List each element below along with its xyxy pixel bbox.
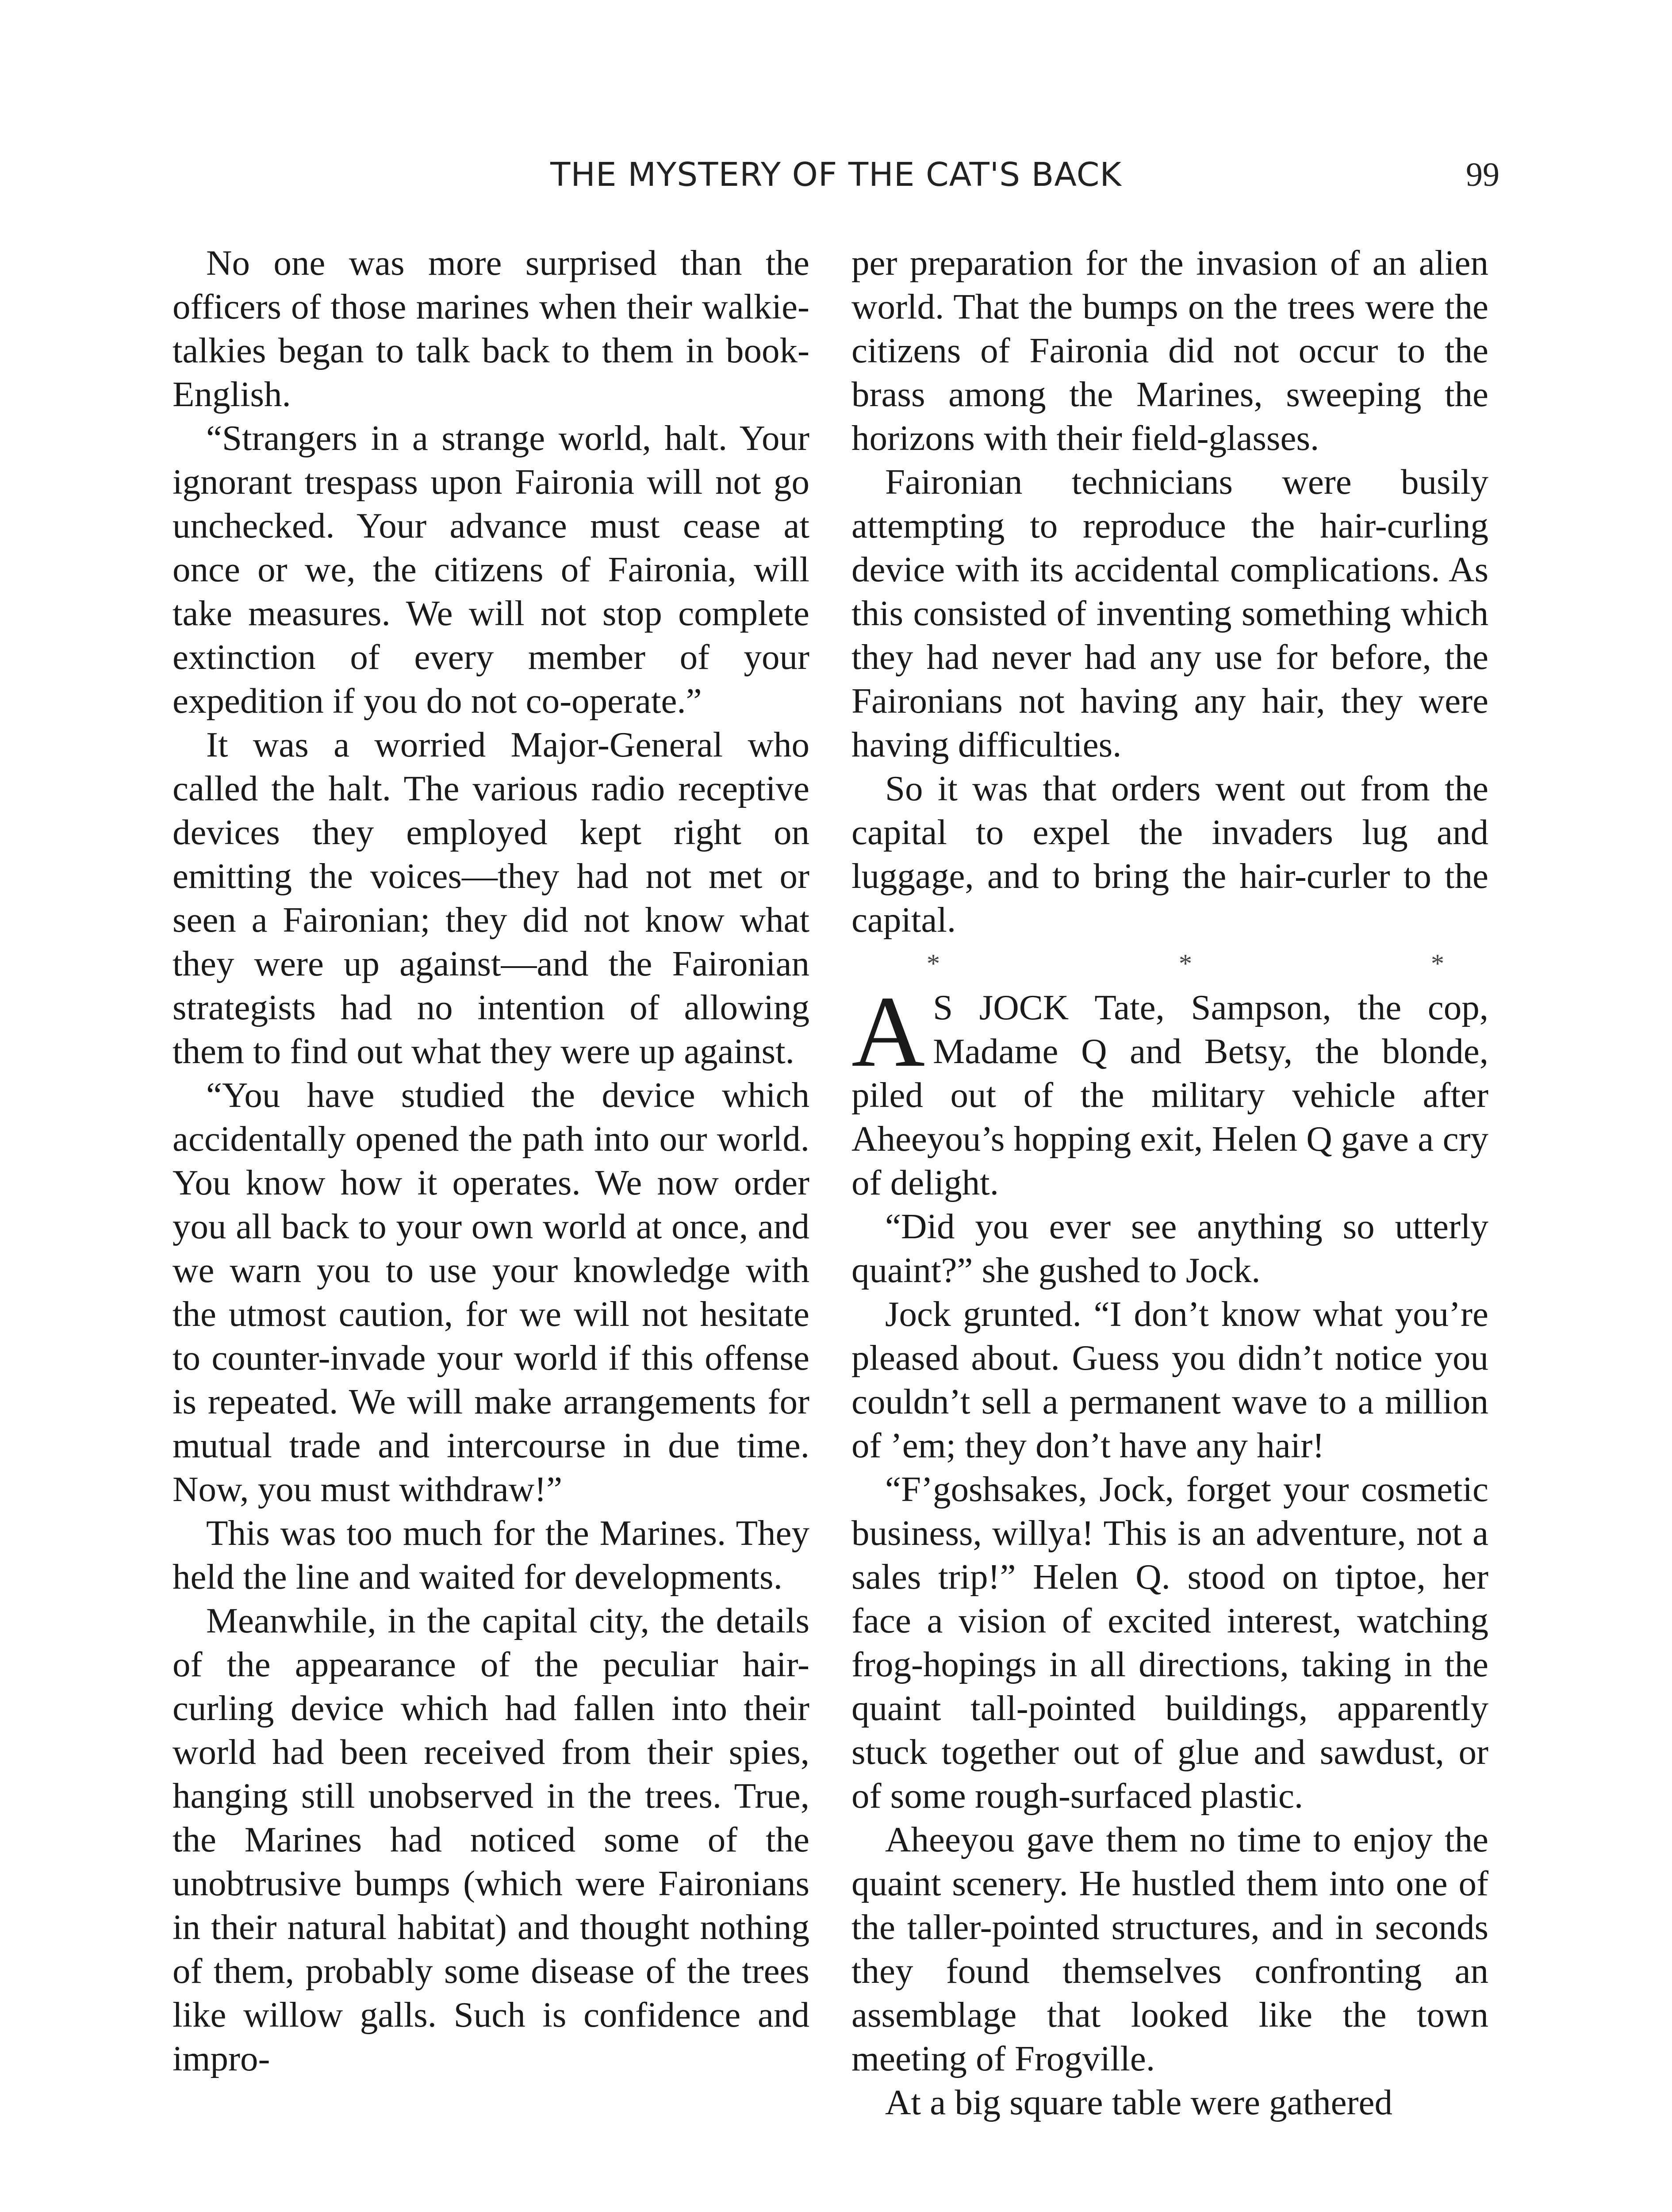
right-column: [851, 241, 1488, 2124]
paragraph-continued: per preparation for the invasion of an alien world. That the bumps on the trees were the citizens of Faironia did not occur to the brass among the Marines, sweeping the horizons with their field-glasses.: [851, 243, 1488, 458]
paragraph: “F’goshsakes, Jock, forget your cosmetic business, willya! This is an adventure, not a sales trip!” Helen Q. stood on tiptoe, her face a vision of excited interest, watching frog-hopings in all directions, taking in the quaint tall-pointed buildings, apparently stuck together out of glue and sawdust, or of some rough-surfaced plastic.: [851, 1469, 1488, 1816]
left-column: [173, 241, 809, 2081]
paragraph: No one was more surprised than the officers of those marines when their walkie-talkies began to talk back to them in book-English.: [173, 243, 809, 414]
drop-cap-paragraph: [851, 975, 1488, 1205]
asterism-mark: *: [1179, 949, 1192, 978]
section-break: [851, 942, 1488, 986]
paragraph: Jock grunted. “I don’t know what you’re pleased about. Guess you didn’t notice you couldn’t sell a permanent wave to a million of ’em; they don’t have any hair!: [851, 1294, 1488, 1465]
paragraph: At a big square table were gathered: [885, 2082, 1392, 2122]
asterism-mark: *: [927, 949, 940, 978]
running-title: THE MYSTERY OF THE CAT'S BACK: [550, 156, 1122, 194]
paragraph: Faironian technicians were busily attempting to reproduce the hair-curling device with its accidental complications. As this consisted of inventing something which they had never had any use for before, the Faironians not having any hair, they were having difficulties.: [851, 462, 1488, 764]
paragraph: “You have studied the device which accidentally opened the path into our world. You know how it operates. We now order you all back to your own world at once, and we warn you to use your knowledge with the utmost caution, for we will not hesitate to counter-invade your world if this offense is repeated. We will make arrangements for mutual trade and intercourse in due time. Now, you must withdraw!”: [173, 1075, 809, 1509]
paragraph: This was too much for the Marines. They held the line and waited for developments.: [173, 1513, 809, 1597]
running-head: [173, 156, 1499, 204]
paragraph: Meanwhile, in the capital city, the details of the appearance of the peculiar hair-curling device which had fallen into their world had been received from their spies, hanging still unobserved in the trees. True, the Marines had noticed some of the unobtrusive bumps (which were Faironians in their natural habitat) and thought nothing of them, probably some disease of the trees like willow galls. Such is confidence and impro-: [173, 1601, 809, 2078]
page-number: 99: [1466, 156, 1499, 193]
paragraph: “Did you ever see anything so utterly quaint?” she gushed to Jock.: [851, 1206, 1488, 1290]
drop-cap-letter: A: [851, 975, 925, 1088]
paragraph: It was a worried Major-General who called the halt. The various radio receptive devices they employed kept right on emitting the voices—they had not met or seen a Faironian; they did not know what they were up against—and the Faironian strategists had no intention of allowing them to find out what they were up against.: [173, 725, 809, 1071]
drop-cap-text: S JOCK Tate, Sampson, the cop, Madame Q and Betsy, the blonde, piled out of the military vehicle after Aheeyou’s hopping exit, Helen Q gave a cry of delight.: [851, 987, 1488, 1202]
paragraph: Aheeyou gave them no time to enjoy the quaint scenery. He hustled them into one of the taller-pointed structures, and in seconds they found themselves confronting an assemblage that looked like the town meeting of Frogville.: [851, 1820, 1488, 2078]
paragraph: “Strangers in a strange world, halt. Your ignorant trespass upon Faironia will not go unchecked. Your advance must cease at once or we, the citizens of Faironia, will take measures. We will not stop complete extinction of every member of your expedition if you do not co-operate.”: [173, 418, 809, 721]
paragraph: So it was that orders went out from the capital to expel the invaders lug and luggage, and to bring the hair-curler to the capital.: [851, 768, 1488, 940]
asterism-mark: *: [1431, 949, 1444, 978]
